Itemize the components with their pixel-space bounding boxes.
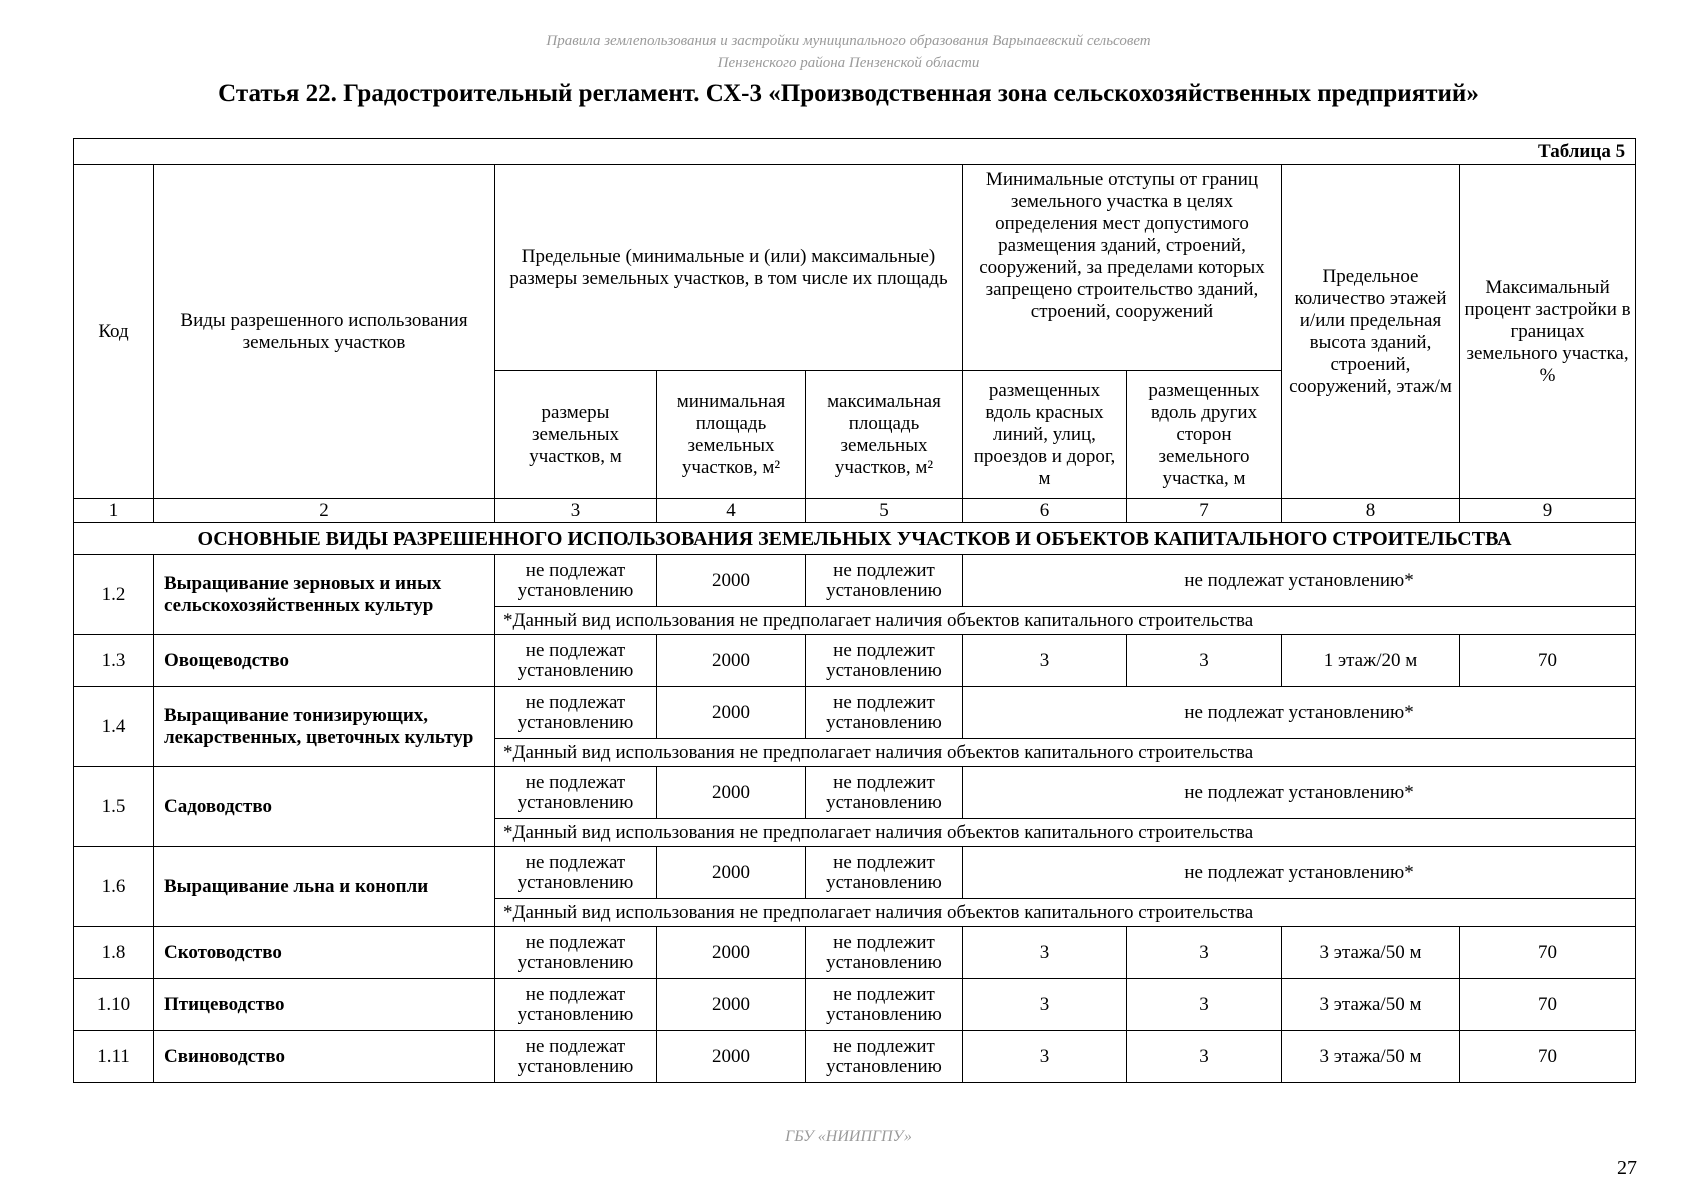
row-min-area: 2000 <box>657 767 806 819</box>
header-min-area: минимальная площадь земельных участков, м² <box>657 371 806 499</box>
row-name: Птицеводство <box>154 979 495 1031</box>
row-floors: 1 этаж/20 м <box>1282 635 1460 687</box>
row-merged-value: не подлежат установлению* <box>963 555 1636 607</box>
row-code: 1.2 <box>74 555 154 635</box>
row-min-area: 2000 <box>657 555 806 607</box>
row-max-area: не подлежит установлению <box>806 555 963 607</box>
row-merged-value: не подлежат установлению* <box>963 767 1636 819</box>
row-name: Выращивание тонизирующих, лекарственных, цветочных культур <box>154 687 495 767</box>
table-row <box>74 687 1636 739</box>
row-note: *Данный вид использования не предполагает наличия объектов капитального строительства <box>495 607 1636 635</box>
table-row <box>74 635 1636 687</box>
table-row <box>74 979 1636 1031</box>
row-setback-red: 3 <box>963 635 1127 687</box>
header-max-area: максимальная площадь земельных участков, м² <box>806 371 963 499</box>
row-name: Свиноводство <box>154 1031 495 1083</box>
header-setbacks: Минимальные отступы от границ земельного участка в целях определения мест допустимого размещения зданий, строений, сооружений, за пределами которых запрещено строительство зданий, строений, сооружений <box>963 165 1282 371</box>
row-name: Выращивание зерновых и иных сельскохозяйственных культур <box>154 555 495 635</box>
section-heading: ОСНОВНЫЕ ВИДЫ РАЗРЕШЕННОГО ИСПОЛЬЗОВАНИЯ ЗЕМЕЛЬНЫХ УЧАСТКОВ И ОБЪЕКТОВ КАПИТАЛЬНОГО СТРОИТЕЛЬСТВА <box>74 523 1636 555</box>
row-name: Выращивание льна и конопли <box>154 847 495 927</box>
table-row <box>74 555 1636 607</box>
row-code: 1.11 <box>74 1031 154 1083</box>
row-plot-size: не подлежат установлению <box>495 1031 657 1083</box>
row-code: 1.5 <box>74 767 154 847</box>
row-min-area: 2000 <box>657 635 806 687</box>
row-min-area: 2000 <box>657 1031 806 1083</box>
header-plot-sizes: Предельные (минимальные и (или) максимальные) размеры земельных участков, в том числе их площадь <box>495 165 963 371</box>
column-number: 1 <box>74 499 154 523</box>
row-setback-other: 3 <box>1127 979 1282 1031</box>
row-min-area: 2000 <box>657 927 806 979</box>
header-code: Код <box>74 165 154 499</box>
running-header <box>0 30 1697 74</box>
row-min-area: 2000 <box>657 687 806 739</box>
row-setback-other: 3 <box>1127 927 1282 979</box>
header-floors: Предельное количество этажей и/или предельная высота зданий, строений, сооружений, этаж/м <box>1282 165 1460 499</box>
table-label: Таблица 5 <box>74 139 1636 165</box>
row-setback-red: 3 <box>963 1031 1127 1083</box>
footer-organization: ГБУ «НИИПГПУ» <box>785 1128 912 1145</box>
row-coverage: 70 <box>1460 927 1636 979</box>
header-coverage: Максимальный процент застройки в границах земельного участка, % <box>1460 165 1636 499</box>
running-header-line-2: Пензенского района Пензенской области <box>717 55 980 71</box>
table-row <box>74 847 1636 899</box>
row-plot-size: не подлежат установлению <box>495 767 657 819</box>
row-max-area: не подлежит установлению <box>806 927 963 979</box>
row-setback-other: 3 <box>1127 635 1282 687</box>
row-setback-other: 3 <box>1127 1031 1282 1083</box>
row-merged-value: не подлежат установлению* <box>963 847 1636 899</box>
row-code: 1.4 <box>74 687 154 767</box>
column-number: 7 <box>1127 499 1282 523</box>
row-code: 1.10 <box>74 979 154 1031</box>
row-setback-red: 3 <box>963 927 1127 979</box>
row-min-area: 2000 <box>657 979 806 1031</box>
row-floors: 3 этажа/50 м <box>1282 927 1460 979</box>
row-max-area: не подлежит установлению <box>806 687 963 739</box>
row-plot-size: не подлежат установлению <box>495 555 657 607</box>
column-number: 8 <box>1282 499 1460 523</box>
row-setback-red: 3 <box>963 979 1127 1031</box>
row-merged-value: не подлежат установлению* <box>963 687 1636 739</box>
row-floors: 3 этажа/50 м <box>1282 1031 1460 1083</box>
row-name: Садоводство <box>154 767 495 847</box>
row-plot-size: не подлежат установлению <box>495 687 657 739</box>
row-code: 1.3 <box>74 635 154 687</box>
column-number: 2 <box>154 499 495 523</box>
regulation-table <box>73 138 1636 1083</box>
row-plot-size: не подлежат установлению <box>495 847 657 899</box>
row-note: *Данный вид использования не предполагает наличия объектов капитального строительства <box>495 739 1636 767</box>
row-max-area: не подлежит установлению <box>806 767 963 819</box>
row-max-area: не подлежит установлению <box>806 1031 963 1083</box>
row-max-area: не подлежит установлению <box>806 979 963 1031</box>
row-coverage: 70 <box>1460 635 1636 687</box>
header-plot-size: размеры земельных участков, м <box>495 371 657 499</box>
row-floors: 3 этажа/50 м <box>1282 979 1460 1031</box>
running-header-line-1: Правила землепользования и застройки муниципального образования Варыпаевский сельсовет <box>546 33 1151 49</box>
header-setback-red: размещенных вдоль красных линий, улиц, проездов и дорог, м <box>963 371 1127 499</box>
row-plot-size: не подлежат установлению <box>495 979 657 1031</box>
row-code: 1.6 <box>74 847 154 927</box>
column-number: 5 <box>806 499 963 523</box>
table-row <box>74 767 1636 819</box>
row-max-area: не подлежит установлению <box>806 847 963 899</box>
article-title: Статья 22. Градостроительный регламент. СХ-3 «Производственная зона сельскохозяйственных предприятий» <box>218 80 1479 107</box>
column-number: 3 <box>495 499 657 523</box>
row-plot-size: не подлежат установлению <box>495 927 657 979</box>
table-row <box>74 927 1636 979</box>
row-name: Скотоводство <box>154 927 495 979</box>
column-number: 4 <box>657 499 806 523</box>
header-setback-other: размещенных вдоль других сторон земельного участка, м <box>1127 371 1282 499</box>
row-coverage: 70 <box>1460 1031 1636 1083</box>
page-number: 27 <box>1617 1157 1637 1179</box>
row-note: *Данный вид использования не предполагает наличия объектов капитального строительства <box>495 819 1636 847</box>
row-max-area: не подлежит установлению <box>806 635 963 687</box>
row-plot-size: не подлежат установлению <box>495 635 657 687</box>
header-use-type: Виды разрешенного использования земельных участков <box>154 165 495 499</box>
row-note: *Данный вид использования не предполагает наличия объектов капитального строительства <box>495 899 1636 927</box>
table-row <box>74 1031 1636 1083</box>
row-min-area: 2000 <box>657 847 806 899</box>
row-name: Овощеводство <box>154 635 495 687</box>
row-code: 1.8 <box>74 927 154 979</box>
column-number: 9 <box>1460 499 1636 523</box>
column-number: 6 <box>963 499 1127 523</box>
row-coverage: 70 <box>1460 979 1636 1031</box>
column-numbers-row <box>74 499 1636 523</box>
